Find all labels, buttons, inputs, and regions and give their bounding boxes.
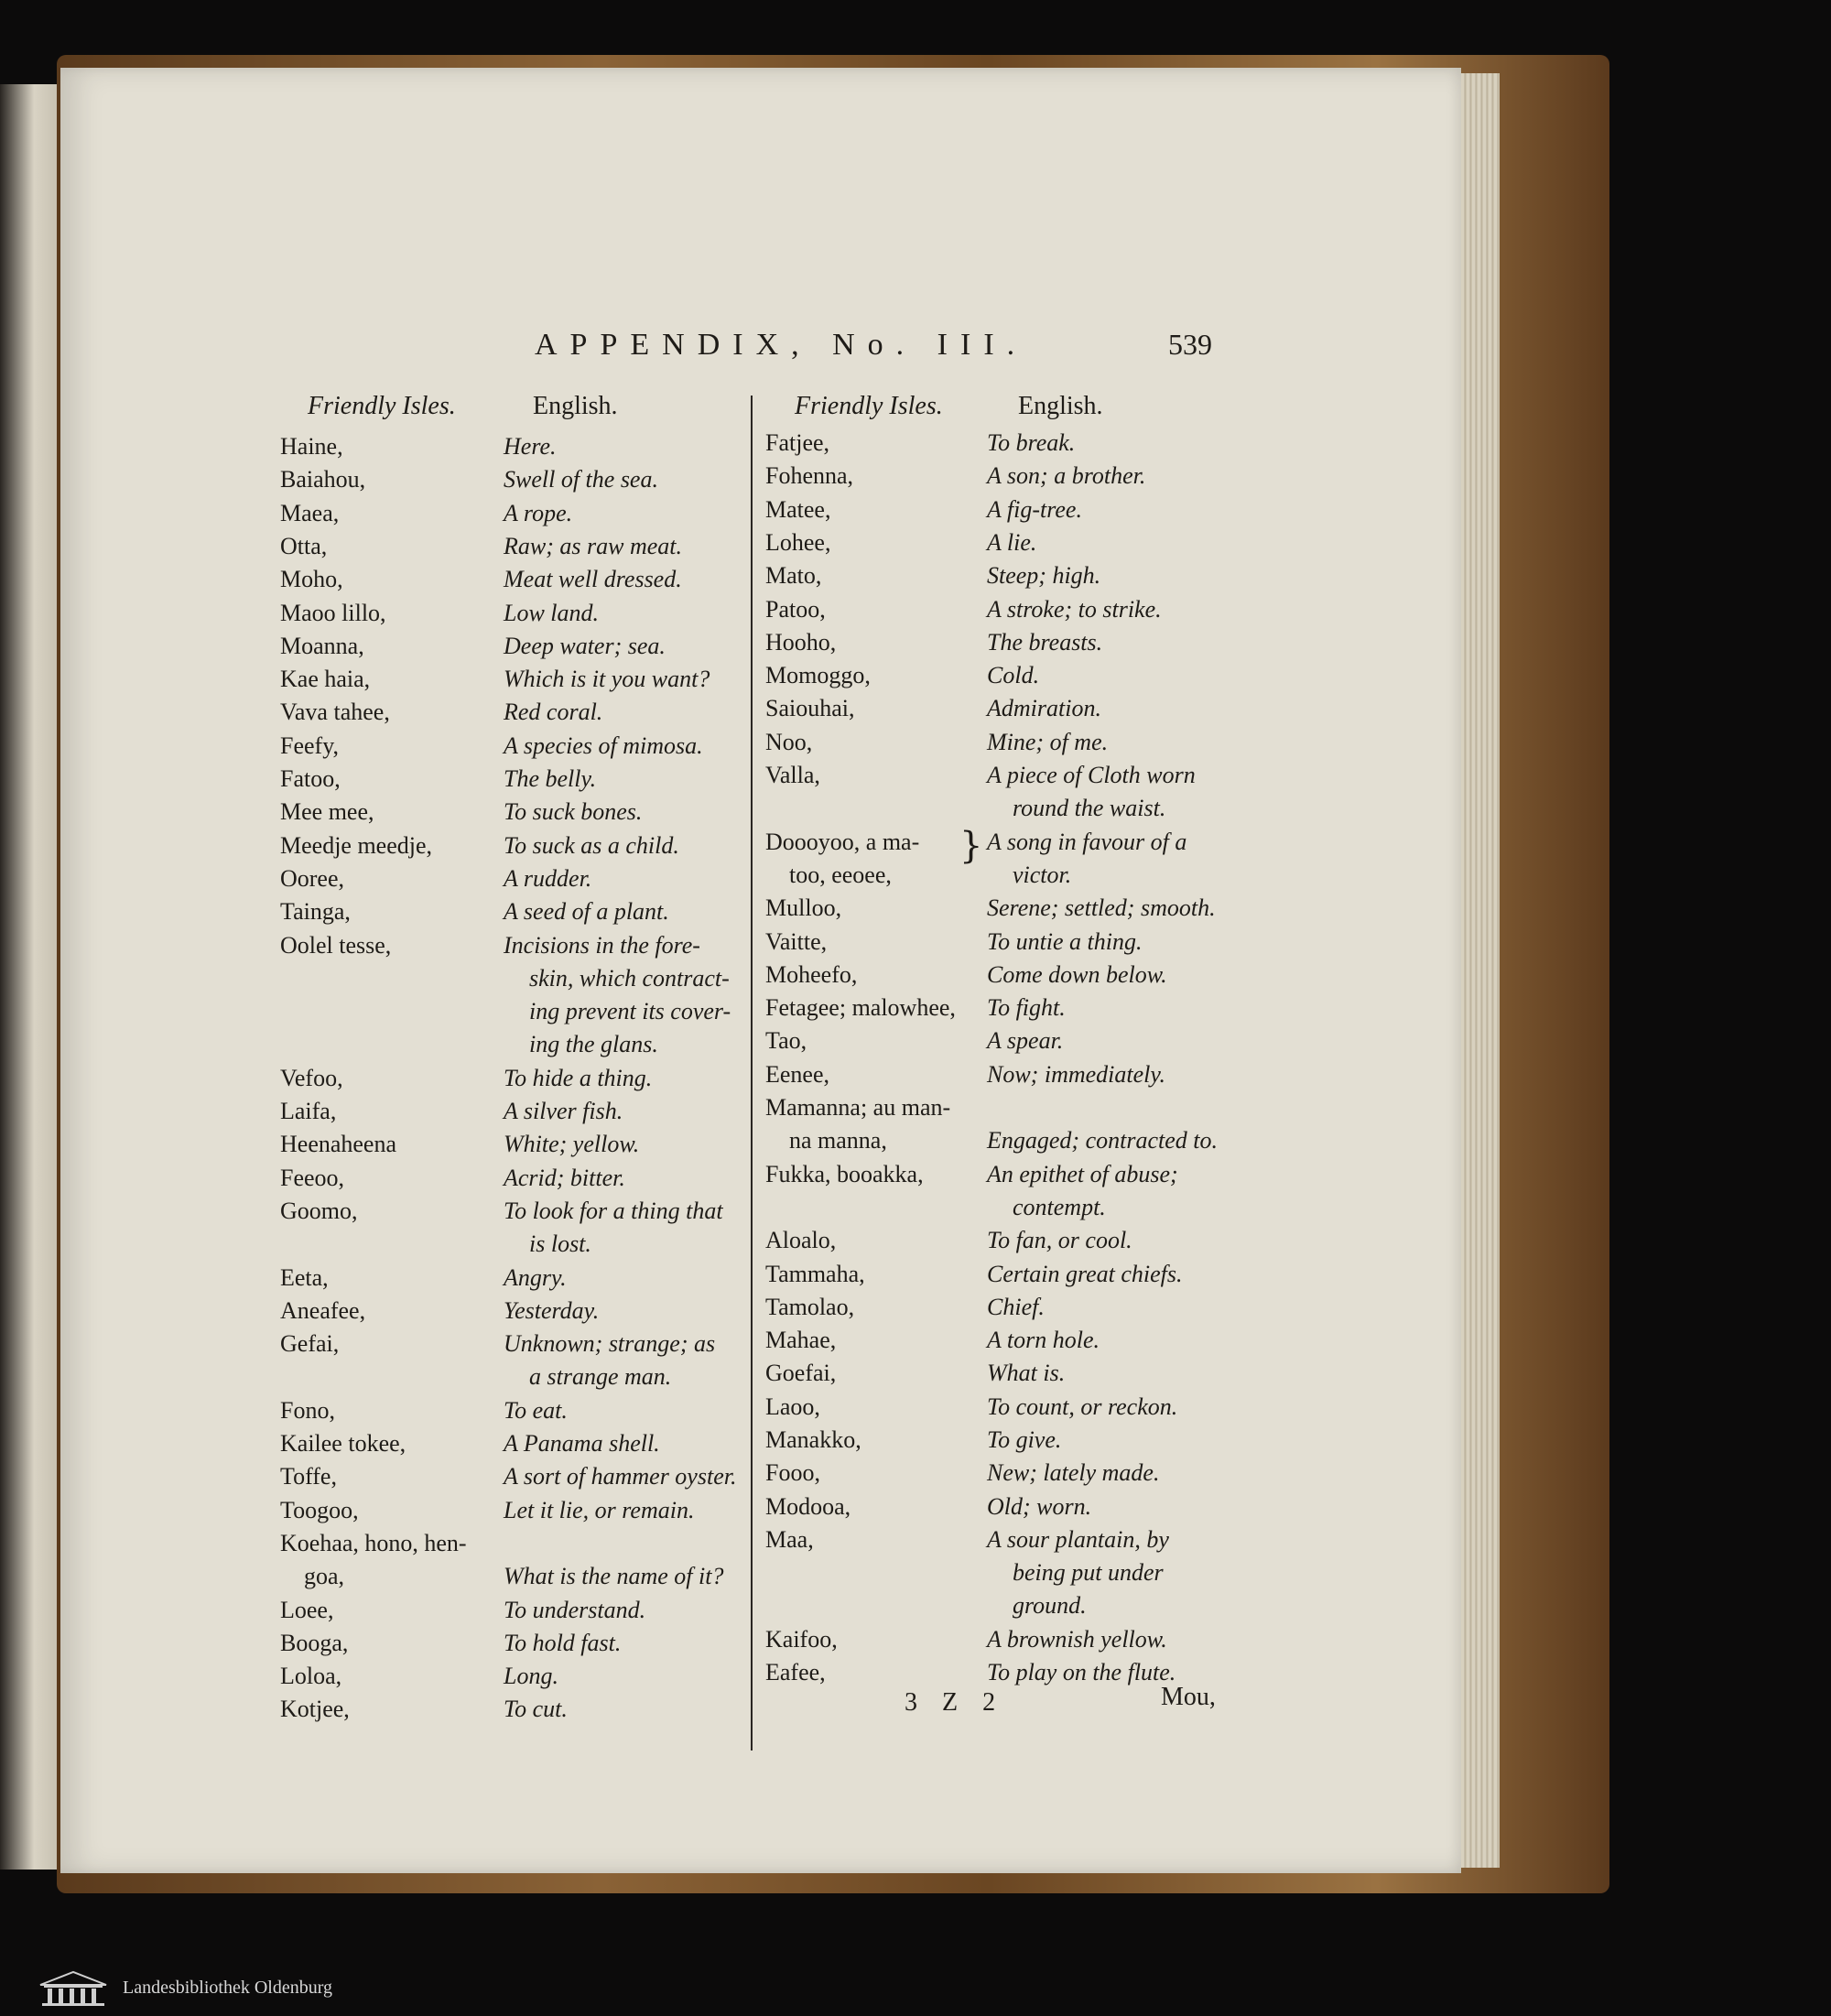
native-word: Toffe, bbox=[280, 1463, 337, 1490]
native-word: Lohee, bbox=[765, 528, 831, 556]
column-rule bbox=[751, 396, 753, 1750]
english-gloss: A Panama shell. bbox=[504, 1430, 660, 1457]
native-word: Fooo, bbox=[765, 1459, 820, 1487]
english-gloss: To suck bones. bbox=[504, 798, 643, 826]
native-word: Ooree, bbox=[280, 864, 345, 892]
native-word: Mato, bbox=[765, 562, 822, 590]
english-gloss: Swell of the sea. bbox=[504, 466, 658, 493]
native-word: Feeoo, bbox=[280, 1164, 345, 1191]
native-word: Fatjee, bbox=[765, 429, 830, 456]
english-gloss: Unknown; strange; as bbox=[504, 1330, 716, 1358]
right-language-head: Friendly Isles. bbox=[795, 392, 943, 420]
signature-mark: 3 Z 2 bbox=[905, 1688, 1005, 1717]
english-gloss: To play on the flute. bbox=[987, 1659, 1176, 1686]
english-gloss: A brownish yellow. bbox=[987, 1625, 1167, 1653]
library-logo-icon bbox=[37, 1970, 110, 2007]
native-word: Moho, bbox=[280, 566, 343, 593]
native-word: Hooho, bbox=[765, 628, 837, 656]
english-gloss: being put under bbox=[1013, 1559, 1164, 1587]
english-gloss: Which is it you want? bbox=[504, 666, 710, 693]
native-word: Goomo, bbox=[280, 1197, 358, 1224]
english-gloss: The breasts. bbox=[987, 628, 1103, 656]
native-word: Koehaa, hono, hen- bbox=[280, 1529, 467, 1556]
english-gloss: Red coral. bbox=[504, 699, 603, 726]
running-head bbox=[0, 328, 1831, 374]
english-gloss: An epithet of abuse; bbox=[987, 1160, 1178, 1187]
native-word: Fono, bbox=[280, 1396, 335, 1424]
english-gloss: To hide a thing. bbox=[504, 1064, 653, 1091]
english-gloss: To understand. bbox=[504, 1596, 646, 1623]
english-gloss: Certain great chiefs. bbox=[987, 1260, 1183, 1287]
english-gloss: To break. bbox=[987, 429, 1076, 456]
native-word: Patoo, bbox=[765, 595, 826, 623]
english-gloss: A sort of hammer oyster. bbox=[504, 1463, 737, 1490]
english-gloss: A son; a brother. bbox=[987, 462, 1146, 490]
native-word: Toogoo, bbox=[280, 1496, 359, 1523]
native-word: na manna, bbox=[789, 1127, 887, 1154]
native-word: Aneafee, bbox=[280, 1296, 366, 1324]
native-word: Maoo lillo, bbox=[280, 599, 386, 626]
english-gloss: The belly. bbox=[504, 765, 597, 792]
native-word: Gefai, bbox=[280, 1330, 340, 1358]
native-word: Laifa, bbox=[280, 1098, 337, 1124]
english-gloss: ing prevent its cover- bbox=[529, 998, 731, 1025]
english-gloss: ground. bbox=[1013, 1592, 1087, 1620]
native-word: Noo, bbox=[765, 728, 813, 755]
left-language-head: Friendly Isles. bbox=[308, 392, 456, 420]
english-gloss: To fan, or cool. bbox=[987, 1227, 1132, 1254]
english-gloss: To look for a thing that bbox=[504, 1197, 723, 1224]
english-gloss: Cold. bbox=[987, 662, 1040, 689]
native-word: Doooyoo, a ma- bbox=[765, 828, 920, 855]
native-word: Oolel tesse, bbox=[280, 931, 392, 959]
native-word: Tammaha, bbox=[765, 1260, 865, 1287]
page-title: APPENDIX, No. III. bbox=[535, 328, 1028, 362]
english-gloss: What is. bbox=[987, 1360, 1066, 1387]
native-word: Valla, bbox=[765, 762, 820, 788]
english-gloss: Chief. bbox=[987, 1293, 1045, 1320]
english-gloss: A song in favour of a bbox=[987, 828, 1187, 855]
native-word: Kae haia, bbox=[280, 666, 371, 693]
english-gloss: A torn hole. bbox=[987, 1327, 1100, 1354]
native-word: Baiahou, bbox=[280, 466, 366, 493]
native-word: Aloalo, bbox=[765, 1227, 837, 1254]
brace-mark: } bbox=[959, 824, 983, 867]
english-gloss: To give. bbox=[987, 1426, 1062, 1453]
native-word: Heenaheena bbox=[280, 1131, 397, 1158]
english-gloss: A spear. bbox=[987, 1027, 1064, 1055]
native-word: Eeta, bbox=[280, 1263, 329, 1291]
native-word: Kailee tokee, bbox=[280, 1430, 406, 1457]
english-gloss: victor. bbox=[1013, 861, 1072, 888]
english-gloss: A lie. bbox=[987, 528, 1037, 556]
native-word: Fatoo, bbox=[280, 765, 341, 792]
english-gloss: Yesterday. bbox=[504, 1296, 600, 1324]
library-name: Landesbibliothek Oldenburg bbox=[123, 1978, 333, 1998]
english-gloss: Let it lie, or remain. bbox=[504, 1496, 695, 1523]
english-gloss: Meat well dressed. bbox=[504, 566, 682, 593]
english-gloss: Incisions in the fore- bbox=[504, 931, 700, 959]
native-word: Maa, bbox=[765, 1525, 814, 1553]
native-word: Tao, bbox=[765, 1027, 807, 1055]
native-word: Fohenna, bbox=[765, 462, 854, 490]
native-word: Maea, bbox=[280, 499, 340, 526]
english-gloss: To hold fast. bbox=[504, 1629, 622, 1656]
english-gloss: To cut. bbox=[504, 1696, 568, 1723]
english-gloss: To suck as a child. bbox=[504, 831, 679, 859]
english-gloss: A silver fish. bbox=[504, 1098, 623, 1124]
english-gloss: Old; worn. bbox=[987, 1492, 1092, 1520]
catchword: Mou, bbox=[1161, 1683, 1216, 1711]
english-gloss: Acrid; bitter. bbox=[504, 1164, 625, 1191]
native-word: Otta, bbox=[280, 532, 328, 559]
english-gloss: is lost. bbox=[529, 1230, 591, 1258]
english-gloss: Now; immediately. bbox=[987, 1060, 1165, 1088]
english-gloss: A fig-tree. bbox=[987, 495, 1082, 523]
native-word: Vava tahee, bbox=[280, 699, 390, 726]
english-gloss: A species of mimosa. bbox=[504, 732, 703, 759]
native-word: Tainga, bbox=[280, 898, 351, 926]
native-word: Mulloo, bbox=[765, 894, 842, 922]
native-word: Tamolao, bbox=[765, 1293, 855, 1320]
native-word: Vaitte, bbox=[765, 927, 828, 955]
native-word: Mahae, bbox=[765, 1327, 837, 1354]
native-word: Moanna, bbox=[280, 632, 364, 659]
english-gloss: Here. bbox=[504, 433, 557, 460]
right-english-head: English. bbox=[1018, 392, 1103, 420]
native-word: Momoggo, bbox=[765, 662, 871, 689]
native-word: Feefy, bbox=[280, 732, 340, 759]
english-gloss: White; yellow. bbox=[504, 1131, 640, 1158]
english-gloss: Serene; settled; smooth. bbox=[987, 894, 1216, 922]
native-word: Fukka, booakka, bbox=[765, 1160, 924, 1187]
english-gloss: skin, which contract- bbox=[529, 964, 730, 992]
english-gloss: A rope. bbox=[504, 499, 573, 526]
english-gloss: A rudder. bbox=[504, 864, 592, 892]
native-word: Saiouhai, bbox=[765, 695, 855, 722]
english-gloss: ing the glans. bbox=[529, 1031, 658, 1058]
english-gloss: Deep water; sea. bbox=[504, 632, 666, 659]
native-word: Loee, bbox=[280, 1596, 334, 1623]
english-gloss: contempt. bbox=[1013, 1193, 1106, 1220]
native-word: Booga, bbox=[280, 1629, 349, 1656]
left-english-head: English. bbox=[533, 392, 618, 420]
native-word: Kotjee, bbox=[280, 1696, 350, 1723]
native-word: Haine, bbox=[280, 433, 343, 460]
english-gloss: Low land. bbox=[504, 599, 600, 626]
native-word: Modooa, bbox=[765, 1492, 851, 1520]
english-gloss: To fight. bbox=[987, 994, 1066, 1022]
native-word: Goefai, bbox=[765, 1360, 837, 1387]
english-gloss: Raw; as raw meat. bbox=[504, 532, 682, 559]
native-word: Eafee, bbox=[765, 1659, 826, 1686]
native-word: Matee, bbox=[765, 495, 831, 523]
native-word: Fetagee; malowhee, bbox=[765, 994, 956, 1022]
native-word: Kaifoo, bbox=[765, 1625, 838, 1653]
english-gloss: New; lately made. bbox=[987, 1459, 1160, 1487]
native-word: Mamanna; au man- bbox=[765, 1094, 951, 1121]
english-gloss: A sour plantain, by bbox=[987, 1525, 1169, 1553]
english-gloss: A seed of a plant. bbox=[504, 898, 669, 926]
english-gloss: round the waist. bbox=[1013, 795, 1166, 822]
english-gloss: A piece of Cloth worn bbox=[987, 762, 1196, 788]
native-word: Loloa, bbox=[280, 1663, 342, 1690]
native-word: Eenee, bbox=[765, 1060, 830, 1088]
native-word: too, eeoee, bbox=[789, 861, 892, 888]
english-gloss: To eat. bbox=[504, 1396, 568, 1424]
native-word: Manakko, bbox=[765, 1426, 861, 1453]
english-gloss: Admiration. bbox=[987, 695, 1101, 722]
english-gloss: Engaged; contracted to. bbox=[987, 1127, 1218, 1154]
native-word: goa, bbox=[304, 1563, 345, 1590]
english-gloss: To untie a thing. bbox=[987, 927, 1143, 955]
english-gloss: Come down below. bbox=[987, 960, 1167, 988]
english-gloss: Angry. bbox=[504, 1263, 567, 1291]
native-word: Laoo, bbox=[765, 1393, 820, 1420]
english-gloss: Long. bbox=[504, 1663, 558, 1690]
english-gloss: Steep; high. bbox=[987, 562, 1101, 590]
english-gloss: a strange man. bbox=[529, 1363, 672, 1391]
english-gloss: A stroke; to strike. bbox=[987, 595, 1162, 623]
english-gloss: To count, or reckon. bbox=[987, 1393, 1178, 1420]
page-number: 539 bbox=[1168, 328, 1212, 361]
native-word: Meedje meedje, bbox=[280, 831, 433, 859]
english-gloss: What is the name of it? bbox=[504, 1563, 724, 1590]
native-word: Vefoo, bbox=[280, 1064, 343, 1091]
english-gloss: Mine; of me. bbox=[987, 728, 1109, 755]
native-word: Moheefo, bbox=[765, 960, 858, 988]
native-word: Mee mee, bbox=[280, 798, 374, 826]
